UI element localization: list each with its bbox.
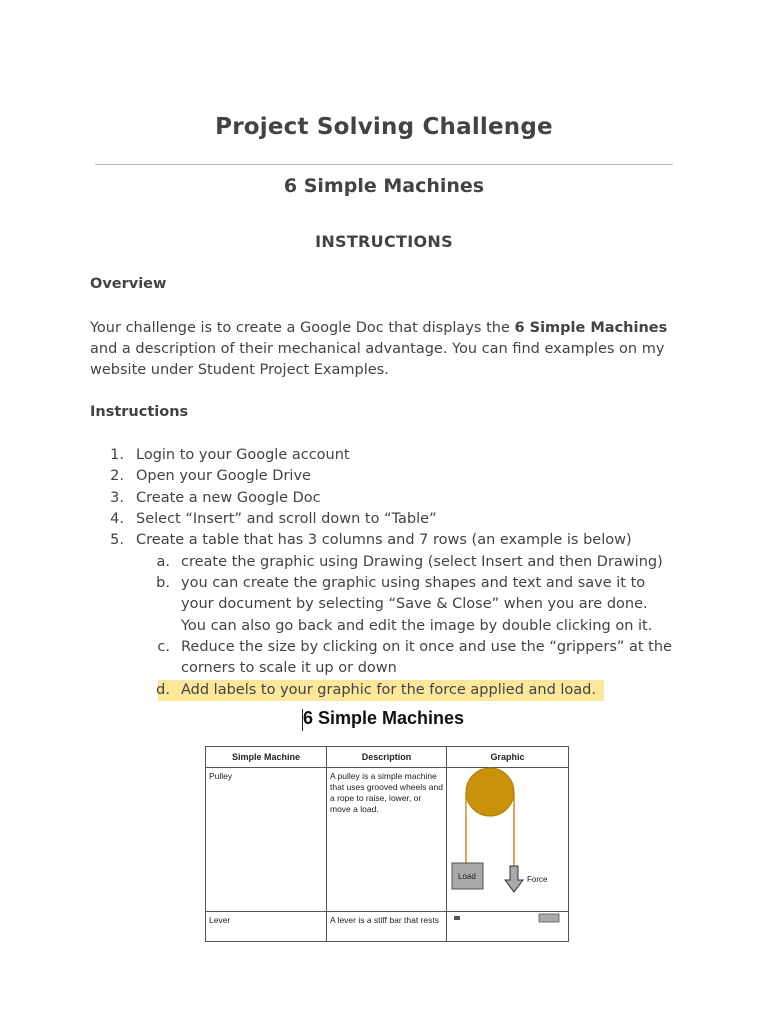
lever-diagram: [447, 912, 567, 932]
overview-text-start: Your challenge is to create a Google Doc that displays the: [90, 320, 515, 336]
substep-letter: a.: [156, 554, 170, 570]
substep-letter: b.: [156, 575, 170, 591]
step-text: Login to your Google account: [136, 447, 350, 463]
force-label: Force: [527, 875, 548, 884]
instructions-section-heading: Instructions: [90, 404, 189, 420]
table-cell-graphic: [447, 912, 569, 942]
table-cell-description: A lever is a stiff bar that rests: [327, 912, 447, 942]
step-text: Select “Insert” and scroll down to “Table”: [136, 511, 437, 527]
substep-text: Reduce the size by clicking on it once and use the “grippers” at the: [181, 639, 672, 655]
pulley-diagram: [447, 768, 567, 908]
overview-bold-text: 6 Simple Machines: [514, 320, 668, 336]
step-number: 5.: [110, 532, 124, 548]
lever-pivot: [454, 916, 460, 920]
step-text: Open your Google Drive: [136, 468, 311, 484]
instructions-heading: INSTRUCTIONS: [315, 232, 453, 251]
overview-text-end: and a description of their mechanical advantage. You can find examples on my website under Student Project Examples.: [90, 341, 665, 378]
table-cell-machine: Pulley: [206, 768, 327, 912]
step-number: 3.: [110, 490, 124, 506]
force-arrow-icon: [505, 866, 523, 892]
table-header: Graphic: [447, 747, 569, 768]
substep-letter: c.: [157, 639, 170, 655]
table-header-row: [206, 747, 569, 768]
title-divider: [95, 164, 673, 165]
step-text: Create a new Google Doc: [136, 490, 321, 506]
substep-text: You can also go back and edit the image by double clicking on it.: [181, 618, 653, 634]
substep-text: create the graphic using Drawing (select Insert and then Drawing): [181, 554, 663, 570]
substep-text: you can create the graphic using shapes and text and save it to: [181, 575, 646, 591]
step-text: Create a table that has 3 columns and 7 rows (an example is below): [136, 532, 632, 548]
table-cell-description: A pulley is a simple machine that uses grooved wheels and a rope to raise, lower, or move a load.: [327, 768, 447, 912]
step-number: 2.: [110, 468, 124, 484]
lever-weight: [539, 914, 559, 922]
substep-letter: d.: [156, 682, 170, 698]
overview-heading: Overview: [90, 276, 167, 292]
substep-text-highlighted: Add labels to your graphic for the force applied and load.: [181, 682, 596, 698]
document-title: Project Solving Challenge: [215, 114, 553, 140]
pulley-wheel-icon: [466, 768, 514, 816]
load-label: Load: [458, 872, 476, 881]
example-table-image: [200, 740, 580, 925]
table-cell-graphic: [447, 768, 569, 912]
table-header: Simple Machine: [206, 747, 327, 768]
step-number: 1.: [110, 447, 124, 463]
table-row: [206, 768, 569, 912]
table-cell-machine: Lever: [206, 912, 327, 942]
substep-text: corners to scale it up or down: [181, 660, 397, 676]
table-row: [206, 912, 569, 942]
step-number: 4.: [110, 511, 124, 527]
example-table: [205, 746, 569, 942]
table-header: Description: [327, 747, 447, 768]
substep-text: your document by selecting “Save & Close” when you are done.: [181, 596, 648, 612]
document-subtitle: 6 Simple Machines: [283, 175, 485, 197]
overview-paragraph: [90, 318, 690, 381]
example-title: 6 Simple Machines: [303, 708, 465, 728]
